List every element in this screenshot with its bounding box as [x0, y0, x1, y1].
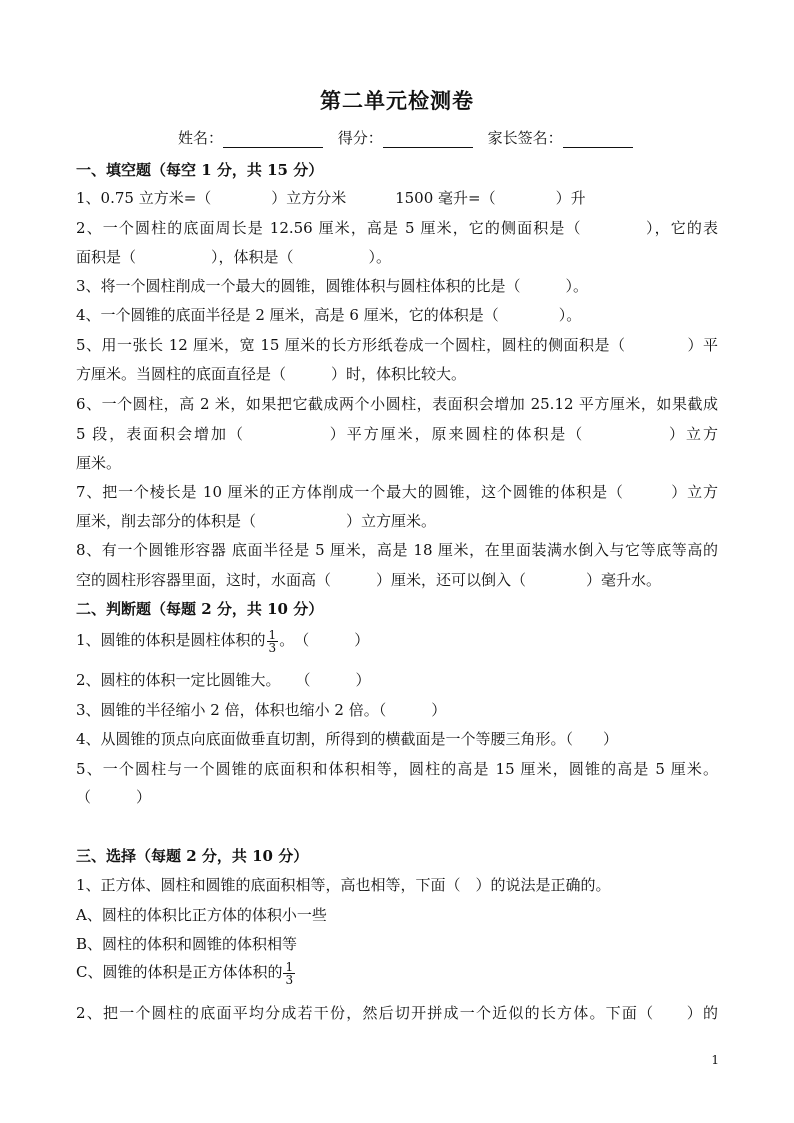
s1-question-5-line-1: 5、用一张长 12 厘米，宽 15 厘米的长方形纸卷成一个圆柱，圆柱的侧面积是（ ）平	[76, 336, 718, 354]
page-number: 1	[711, 1053, 719, 1067]
s1-question-2-line-1: 2、一个圆柱的底面周长是 12.56 厘米，高是 5 厘米，它的侧面积是（ ），它的表	[76, 219, 718, 237]
s2-question-5-line-2: （ ）	[76, 788, 152, 806]
s1-question-6-line-2: 5 段，表面积会增加（ ）平方厘米，原来圆柱的体积是（ ）立方	[76, 425, 718, 443]
fraction-denominator: 3	[285, 972, 294, 987]
s3-question-1: 1、正方体、圆柱和圆锥的底面积相等，高也相等，下面（ ）的说法是正确的。	[76, 876, 611, 894]
s2-question-5-line-1: 5、一个圆柱与一个圆锥的底面积和体积相等，圆柱的高是 15 厘米，圆锥的高是 5 厘米。	[76, 760, 718, 778]
s2-question-2: 2、圆柱的体积一定比圆锥大。 （ ）	[76, 671, 371, 689]
score-label: 得分：	[337, 129, 383, 147]
s1-question-1	[76, 188, 718, 208]
page-title: 第二单元检测卷	[320, 88, 474, 113]
s1-question-8-line-1: 8、有一个圆锥形容器 底面半径是 5 厘米，高是 18 厘米，在里面装满水倒入与它等底等高的	[76, 541, 718, 559]
s3-q1-option-c	[76, 960, 718, 986]
s1-q1-part-a: 1、0.75 立方米=（ ）立方分米	[76, 189, 347, 207]
score-field[interactable]	[383, 129, 473, 148]
s1-question-2-line-2: 面积是（ ），体积是（ ）。	[76, 248, 392, 266]
fraction-one-third	[283, 961, 295, 986]
fraction-denominator: 3	[268, 640, 277, 655]
section-2-heading: 二、判断题（每题 2 分，共 10 分）	[76, 600, 324, 618]
fraction-one-third	[267, 629, 279, 654]
s3-q1-option-a: A、圆柱的体积比正方体的体积小一些	[76, 906, 327, 924]
s2-question-1	[76, 628, 718, 654]
s1-question-6-line-3: 厘米。	[76, 454, 122, 472]
section-1-heading: 一、填空题（每空 1 分，共 15 分）	[76, 161, 324, 179]
s1-question-8-line-2: 空的圆柱形容器里面，这时，水面高（ ）厘米，还可以倒入（ ）毫升水。	[76, 571, 662, 589]
s1-question-3: 3、将一个圆柱削成一个最大的圆锥，圆锥体积与圆柱体积的比是（ ）。	[76, 277, 589, 295]
s3-q1-option-b: B、圆柱的体积和圆锥的体积相等	[76, 935, 298, 953]
name-label: 姓名：	[178, 129, 224, 147]
s2-question-3: 3、圆锥的半径缩小 2 倍，体积也缩小 2 倍。（ ）	[76, 701, 447, 719]
s2-question-4: 4、从圆锥的顶点向底面做垂直切割，所得到的横截面是一个等腰三角形。（ ）	[76, 730, 619, 748]
fraction-numerator: 1	[285, 959, 294, 974]
s1-question-4: 4、一个圆锥的底面半径是 2 厘米，高是 6 厘米，它的体积是（ ）。	[76, 306, 582, 324]
s1-question-7-line-2: 厘米，削去部分的体积是（ ）立方厘米。	[76, 512, 437, 530]
s1-question-7-line-1: 7、把一个棱长是 10 厘米的正方体削成一个最大的圆锥，这个圆锥的体积是（ ）立方	[76, 483, 718, 501]
s1-q1-part-b: 1500 毫升=（ ）升	[395, 189, 586, 207]
s1-question-6-line-1: 6、一个圆柱，高 2 米，如果把它截成两个小圆柱，表面积会增加 25.12 平方厘米，如果截成	[76, 395, 718, 413]
s1-question-5-line-2: 方厘米。当圆柱的底面直径是（ ）时，体积比较大。	[76, 365, 467, 383]
fraction-numerator: 1	[268, 627, 277, 642]
student-info-row	[178, 128, 633, 148]
s2-q1-answer: 。 （ ）	[279, 631, 370, 649]
s2-q1-text: 1、圆锥的体积是圆柱体积的	[76, 631, 266, 649]
parent-signature-label: 家长签名：	[487, 129, 563, 147]
s3-q1-option-c-text: C、圆锥的体积是正方体体积的	[76, 963, 283, 981]
section-3-heading: 三、选择（每题 2 分，共 10 分）	[76, 847, 309, 865]
name-field[interactable]	[223, 129, 323, 148]
parent-signature-field[interactable]	[563, 129, 633, 148]
s3-question-2-line-1: 2、把一个圆柱的底面平均分成若干份，然后切开拼成一个近似的长方体。下面（ ）的	[76, 1004, 718, 1022]
